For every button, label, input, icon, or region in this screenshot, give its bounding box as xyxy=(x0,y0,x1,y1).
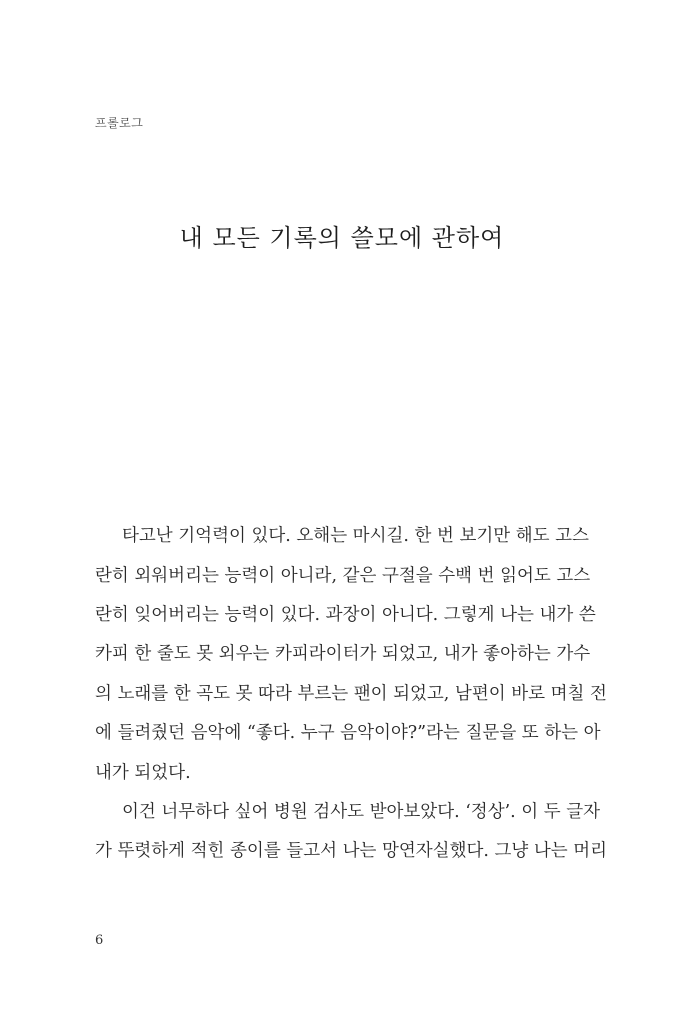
text-line: 타고난 기억력이 있다. 오해는 마시길. 한 번 보기만 해도 고스 xyxy=(122,526,589,546)
chapter-title: 내 모든 기록의 쓸모에 관하여 xyxy=(179,224,505,252)
text-line: 란히 잊어버리는 능력이 있다. 과장이 아니다. 그렇게 나는 내가 쓴 xyxy=(95,605,596,625)
text-line: 란히 외워버리는 능력이 아니라, 같은 구절을 수백 번 읽어도 고스 xyxy=(95,566,591,586)
running-head: 프롤로그 xyxy=(95,116,144,130)
text-line: 내가 되었다. xyxy=(95,763,191,783)
text-line: 이건 너무하다 싶어 병원 검사도 받아보았다. ‘정상’. 이 두 글자 xyxy=(122,802,601,822)
text-line: 의 노래를 한 곡도 못 따라 부르는 팬이 되었고, 남편이 바로 며칠 전 xyxy=(95,684,607,704)
text-line: 카피 한 줄도 못 외우는 카피라이터가 되었고, 내가 좋아하는 가수 xyxy=(95,644,591,664)
page-number: 6 xyxy=(95,933,104,948)
text-line: 가 뚜렷하게 적힌 종이를 들고서 나는 망연자실했다. 그냥 나는 머리 xyxy=(95,841,608,861)
text-line: 에 들려줬던 음악에 “좋다. 누구 음악이야?”라는 질문을 또 하는 아 xyxy=(95,723,601,743)
